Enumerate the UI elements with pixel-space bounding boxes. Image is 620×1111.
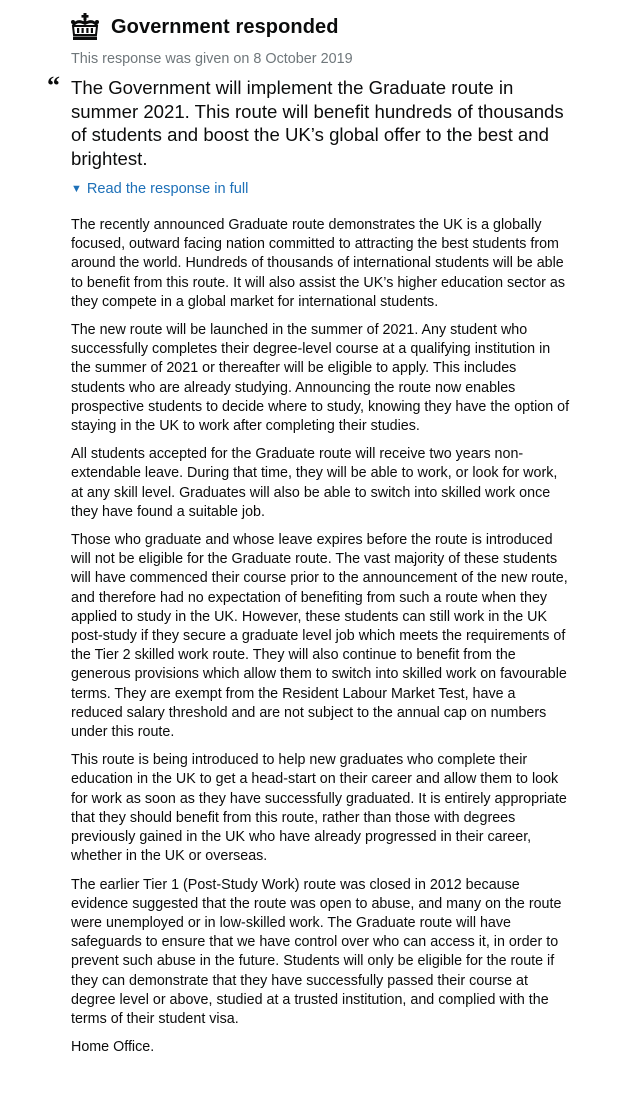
response-summary: The Government will implement the Graduate route in summer 2021. This route will benefit hundreds of thousands of students and boost the UK’s global offer to the best and brightest. bbox=[71, 77, 564, 169]
response-paragraph: This route is being introduced to help new graduates who complete their education in the UK to get a head-start on their career and allow them to look for work as soon as they have successfully graduated. It is entirely appropriate that they should benefit from this route, rather than those with degrees previously gained in the UK who have already progressed in their career, whether in the UK or overseas. bbox=[71, 752, 567, 865]
response-full-text bbox=[71, 216, 571, 1066]
page-title: Government responded bbox=[111, 16, 339, 38]
toggle-label: Read the response in full bbox=[86, 181, 249, 197]
triangle-down-icon: ▼ bbox=[71, 183, 82, 195]
read-full-response-toggle[interactable] bbox=[71, 181, 248, 197]
response-paragraph: The earlier Tier 1 (Post-Study Work) route was closed in 2012 because evidence suggested that the route was open to abuse, and many on the route were unemployed or in low-skilled work. The Graduate route will have safeguards to ensure that we have control over who can access it, in order to prevent such abuse in the future. Students will only be eligible for the route if they can demonstrate that they have successfully passed their course at degree level or above, studied at a trusted institution, and complied with the terms of their student visa. bbox=[71, 876, 562, 1027]
response-paragraph: The recently announced Graduate route demonstrates the UK is a globally focused, outward facing nation committed to attracting the best students from around the world. Hundreds of thousands of international students will be able to benefit from this route. It will also assist the UK’s higher education sector as they compete in a global market for international students. bbox=[71, 217, 566, 310]
quote-mark-icon: “ bbox=[47, 71, 60, 100]
crown-icon bbox=[69, 13, 101, 41]
response-paragraph: The new route will be launched in the summer of 2021. Any student who successfully completes their degree-level course at a qualifying institution in the summer of 2021 or thereafter will be eligible to apply. This includes students who are already studying. Announcing the route now enables prospective students to decide where to study, knowing they have the option of staying in the UK to work after completing their studies. bbox=[71, 322, 570, 435]
response-signature: Home Office. bbox=[71, 1039, 155, 1056]
response-paragraph: All students accepted for the Graduate route will receive two years non-extendable leave. During that time, they will be able to work, or look for work, at any skill level. Graduates will also be able to switch into skilled work once they have found a suitable job. bbox=[71, 446, 558, 520]
response-paragraph: Those who graduate and whose leave expires before the route is introduced will not be eligible for the Graduate route. The vast majority of these students will have commenced their course prior to the announcement of the new route, and therefore had no expectation of benefiting from such a route when they applied to study in the UK. However, these students can still work in the UK post-study if they secure a graduate level job which meets the requirements of the Tier 2 skilled work route. They will also continue to benefit from the generous provisions which allow them to switch into skilled work on favourable terms. They are exempt from the Resident Labour Market Test, have a reduced salary threshold and are not subject to the annual cap on numbers under this route. bbox=[71, 532, 568, 741]
response-date: This response was given on 8 October 2019 bbox=[71, 51, 353, 67]
